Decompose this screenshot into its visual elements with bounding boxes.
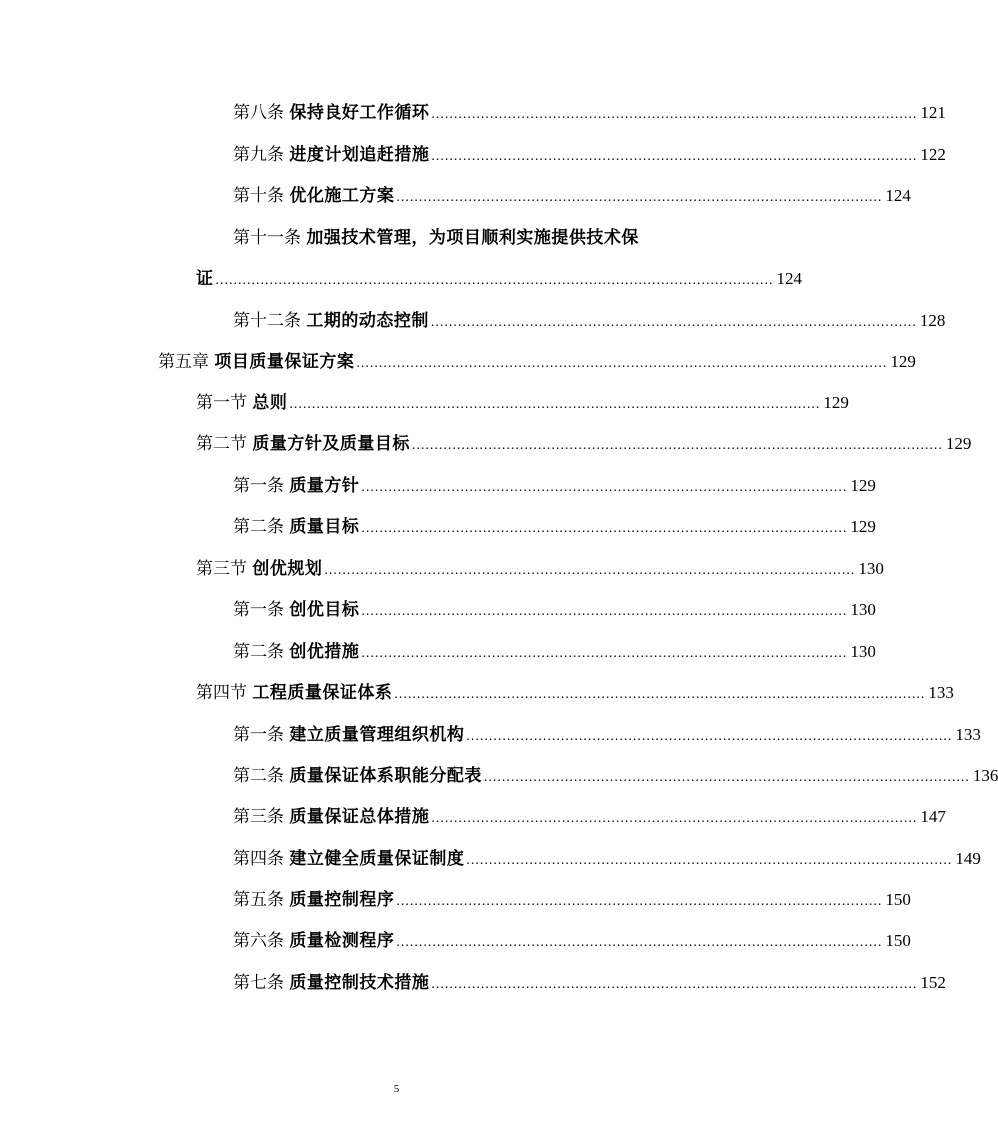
toc-entry-number: 第一条 — [233, 476, 284, 496]
toc-entry-title: 建立健全质量保证制度 — [289, 849, 465, 869]
toc-entry-number: 第四节 — [196, 683, 247, 703]
toc-entry-page: 129 — [945, 434, 972, 453]
toc-entry-page: 130 — [850, 600, 876, 619]
toc-dot-leader: ............................................................................................................ — [466, 729, 953, 744]
toc-entry-number: 第二条 — [233, 766, 284, 786]
toc-dot-leader: ............................................................................................................ — [361, 646, 848, 661]
toc-dot-leader: ...................................................................................................................... — [324, 563, 856, 578]
toc-entry-number: 第一条 — [233, 725, 284, 745]
toc-entry[interactable] — [0, 177, 911, 207]
toc-entry-page: 128 — [919, 311, 946, 330]
toc-entry[interactable] — [0, 881, 911, 911]
toc-entry-page: 129 — [850, 517, 876, 536]
toc-dot-leader: ............................................................................................................ — [431, 811, 918, 826]
toc-entry-page: 124 — [885, 186, 911, 205]
toc-entry-page: 129 — [850, 476, 876, 495]
toc-dot-leader: ............................................................................................................ — [396, 935, 883, 950]
toc-entry-title: 工程质量保证体系 — [252, 683, 393, 703]
toc-section[interactable] — [0, 384, 849, 414]
toc-entry-number: 第二节 — [196, 434, 247, 454]
toc-dot-leader: ............................................................................................................ — [466, 853, 953, 868]
toc-dot-leader: ............................................................................................................ — [483, 770, 970, 785]
toc-entry-title: 建立质量管理组织机构 — [289, 725, 465, 745]
toc-entry-number: 第二条 — [233, 642, 284, 662]
toc-dot-leader: ............................................................................................................ — [361, 480, 848, 495]
toc-entry-title: 创优措施 — [289, 642, 360, 662]
toc-entry-title: 进度计划追赶措施 — [289, 145, 430, 165]
toc-entry[interactable] — [0, 467, 876, 497]
toc-entry-title: 创优规划 — [252, 559, 323, 579]
toc-entry-page: 129 — [890, 352, 916, 371]
toc-entry-title: 保持良好工作循环 — [289, 103, 430, 123]
toc-dot-leader: ...................................................................................................................... — [289, 397, 821, 412]
toc-entry-page: 129 — [823, 393, 849, 412]
toc-entry-page: 122 — [920, 145, 946, 164]
toc-entry[interactable] — [0, 302, 946, 332]
toc-dot-leader: ...................................................................................................................... — [394, 687, 926, 702]
toc-entry[interactable] — [0, 136, 946, 166]
toc-entry-page: 147 — [920, 807, 946, 826]
toc-dot-leader: ............................................................................................................ — [430, 315, 917, 330]
page-number: 5 — [393, 1083, 400, 1095]
toc-entry-page: 136 — [972, 766, 998, 785]
toc-entry-number: 第三条 — [233, 807, 284, 827]
toc-dot-leader: ...................................................................................................................... — [356, 356, 888, 371]
toc-entry-number: 第六条 — [233, 931, 284, 951]
toc-entry-title: 质量控制程序 — [289, 890, 395, 910]
toc-entry-page: 130 — [858, 559, 884, 578]
toc-dot-leader: ............................................................................................................ — [431, 977, 918, 992]
toc-dot-leader: ............................................................................................................ — [431, 149, 918, 164]
toc-entry-page: 124 — [776, 269, 802, 288]
toc-entry-title-continued: 证 — [196, 269, 214, 289]
toc-entry-number: 第一条 — [233, 600, 284, 620]
toc-entry-number: 第七条 — [233, 973, 284, 993]
toc-entry[interactable] — [0, 840, 981, 870]
toc-dot-leader: ............................................................................................................ — [396, 894, 883, 909]
toc-entry-wrapped-second-line[interactable] — [0, 260, 802, 290]
toc-dot-leader: ............................................................................................................ — [431, 107, 918, 122]
toc-entry-title: 质量保证体系职能分配表 — [289, 766, 482, 786]
toc-entry-page: 130 — [850, 642, 876, 661]
toc-entry[interactable] — [0, 798, 946, 828]
toc-entry-title: 创优目标 — [289, 600, 360, 620]
toc-entry-title: 质量检测程序 — [289, 931, 395, 951]
toc-entry-page: 152 — [920, 973, 946, 992]
toc-entry-number: 第五条 — [233, 890, 284, 910]
toc-section[interactable] — [0, 550, 884, 580]
toc-dot-leader: ............................................................................................................................ — [215, 273, 774, 288]
toc-entry[interactable] — [0, 508, 876, 538]
toc-entry-number: 第十条 — [233, 186, 284, 206]
toc-entry-number: 第八条 — [233, 103, 284, 123]
toc-entry-title: 质量保证总体措施 — [289, 807, 430, 827]
toc-entry-number: 第十二条 — [233, 311, 301, 331]
toc-dot-leader: ...................................................................................................................... — [411, 438, 943, 453]
toc-entry-title: 质量控制技术措施 — [289, 973, 430, 993]
toc-entry-title: 项目质量保证方案 — [214, 352, 355, 372]
toc-entry-page: 121 — [920, 103, 946, 122]
toc-entry-number: 第三节 — [196, 559, 247, 579]
toc-section[interactable] — [0, 425, 972, 455]
toc-entry[interactable] — [0, 757, 998, 787]
toc-entry-wrapped-first-line[interactable] — [0, 219, 671, 249]
toc-entry-page: 150 — [885, 931, 911, 950]
toc-entry-page: 133 — [955, 725, 981, 744]
toc-dot-leader: ............................................................................................................ — [361, 521, 848, 536]
toc-entry-title: 质量方针 — [289, 476, 360, 496]
toc-entry-number: 第五章 — [158, 352, 209, 372]
toc-entry[interactable] — [0, 964, 946, 994]
toc-entry-title: 优化施工方案 — [289, 186, 395, 206]
toc-entry-number: 第一节 — [196, 393, 247, 413]
toc-entry-page: 150 — [885, 890, 911, 909]
toc-dot-leader: ............................................................................................................ — [361, 604, 848, 619]
toc-entry[interactable] — [0, 716, 981, 746]
toc-chapter[interactable] — [0, 343, 916, 373]
toc-entry-number: 第二条 — [233, 517, 284, 537]
toc-entry-page: 149 — [955, 849, 981, 868]
toc-entry-title: 质量目标 — [289, 517, 360, 537]
toc-entry-title: 质量方针及质量目标 — [252, 434, 410, 454]
toc-entry-number: 第十一条 — [233, 228, 301, 248]
toc-dot-leader: ............................................................................................................ — [396, 190, 883, 205]
toc-entry-number: 第四条 — [233, 849, 284, 869]
toc-entry-title: 总则 — [252, 393, 288, 413]
toc-entry[interactable] — [0, 591, 876, 621]
toc-entry-page: 133 — [928, 683, 954, 702]
toc-entry[interactable] — [0, 922, 911, 952]
toc-entry-number: 第九条 — [233, 145, 284, 165]
toc-entry-title: 工期的动态控制 — [306, 311, 429, 331]
toc-entry[interactable] — [0, 633, 876, 663]
toc-entry-title: 加强技术管理，为项目顺利实施提供技术保 — [306, 228, 639, 248]
toc-section[interactable] — [0, 674, 954, 704]
toc-entry[interactable] — [0, 94, 946, 124]
